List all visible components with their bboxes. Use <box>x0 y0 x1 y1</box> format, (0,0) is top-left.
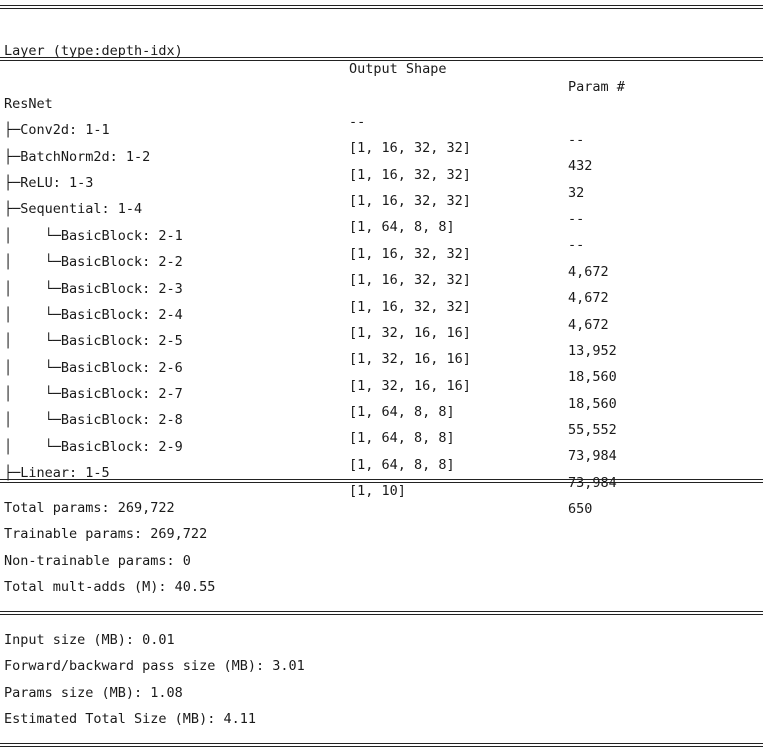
output-shape: [1, 16, 32, 32] <box>349 299 471 315</box>
output-shape: -- <box>349 114 366 130</box>
layer-name: ├─Conv2d: 1-1 <box>4 122 110 138</box>
param-count: 13,952 <box>568 343 617 359</box>
param-count: 55,552 <box>568 422 617 438</box>
non-trainable-params: Non-trainable params: 0 <box>4 553 191 569</box>
total-mult-adds: Total mult-adds (M): 40.55 <box>4 579 216 595</box>
output-shape: [1, 10] <box>349 483 406 499</box>
output-shape: [1, 64, 8, 8] <box>349 219 455 235</box>
param-count: 73,984 <box>568 448 617 464</box>
estimated-total-size: Estimated Total Size (MB): 4.11 <box>4 711 256 727</box>
output-shape: [1, 16, 32, 32] <box>349 193 471 209</box>
param-count: 18,560 <box>568 369 617 385</box>
output-shape: [1, 32, 16, 16] <box>349 378 471 394</box>
layer-name: │ └─BasicBlock: 2-4 <box>4 307 183 323</box>
layer-name: ├─ReLU: 1-3 <box>4 175 94 191</box>
table-header <box>0 24 763 95</box>
layer-name: │ └─BasicBlock: 2-1 <box>4 228 183 244</box>
trainable-params: Trainable params: 269,722 <box>4 526 208 542</box>
params-size: Params size (MB): 1.08 <box>4 685 183 701</box>
param-count: -- <box>568 132 585 148</box>
header-param-count: Param # <box>568 79 625 95</box>
param-count: 432 <box>568 158 593 174</box>
forward-backward-size: Forward/backward pass size (MB): 3.01 <box>4 658 305 674</box>
output-shape: [1, 16, 32, 32] <box>349 246 471 262</box>
double-rule-sizes <box>0 611 763 615</box>
param-count: -- <box>568 237 585 253</box>
layer-name: │ └─BasicBlock: 2-8 <box>4 412 183 428</box>
layer-name: │ └─BasicBlock: 2-2 <box>4 254 183 270</box>
layer-name: │ └─BasicBlock: 2-7 <box>4 386 183 402</box>
output-shape: [1, 32, 16, 16] <box>349 325 471 341</box>
header-layer: Layer (type:depth-idx) <box>4 43 183 59</box>
output-shape: [1, 32, 16, 16] <box>349 351 471 367</box>
output-shape: [1, 16, 32, 32] <box>349 140 471 156</box>
layer-name: ├─Sequential: 1-4 <box>4 201 143 217</box>
layer-name: ├─Linear: 1-5 <box>4 465 110 481</box>
param-count: 73,984 <box>568 475 617 491</box>
param-count: 4,672 <box>568 317 609 333</box>
total-params: Total params: 269,722 <box>4 500 175 516</box>
input-size: Input size (MB): 0.01 <box>4 632 175 648</box>
double-rule-header <box>0 57 763 61</box>
double-rule-bottom <box>0 743 763 747</box>
output-shape: [1, 64, 8, 8] <box>349 404 455 420</box>
layer-name: │ └─BasicBlock: 2-9 <box>4 439 183 455</box>
param-count: 650 <box>568 501 593 517</box>
layer-name: ResNet <box>4 96 53 112</box>
output-shape: [1, 64, 8, 8] <box>349 457 455 473</box>
output-shape: [1, 16, 32, 32] <box>349 167 471 183</box>
param-count: 32 <box>568 185 585 201</box>
param-count: -- <box>568 211 585 227</box>
output-shape: [1, 64, 8, 8] <box>349 430 455 446</box>
param-count: 18,560 <box>568 396 617 412</box>
header-output-shape: Output Shape <box>349 61 447 77</box>
param-count: 4,672 <box>568 290 609 306</box>
layer-name: │ └─BasicBlock: 2-6 <box>4 360 183 376</box>
layer-name: ├─BatchNorm2d: 1-2 <box>4 149 151 165</box>
param-count: 4,672 <box>568 264 609 280</box>
layer-name: │ └─BasicBlock: 2-3 <box>4 281 183 297</box>
double-rule-top <box>0 5 763 9</box>
double-rule-params <box>0 479 763 483</box>
layer-name: │ └─BasicBlock: 2-5 <box>4 333 183 349</box>
output-shape: [1, 16, 32, 32] <box>349 272 471 288</box>
